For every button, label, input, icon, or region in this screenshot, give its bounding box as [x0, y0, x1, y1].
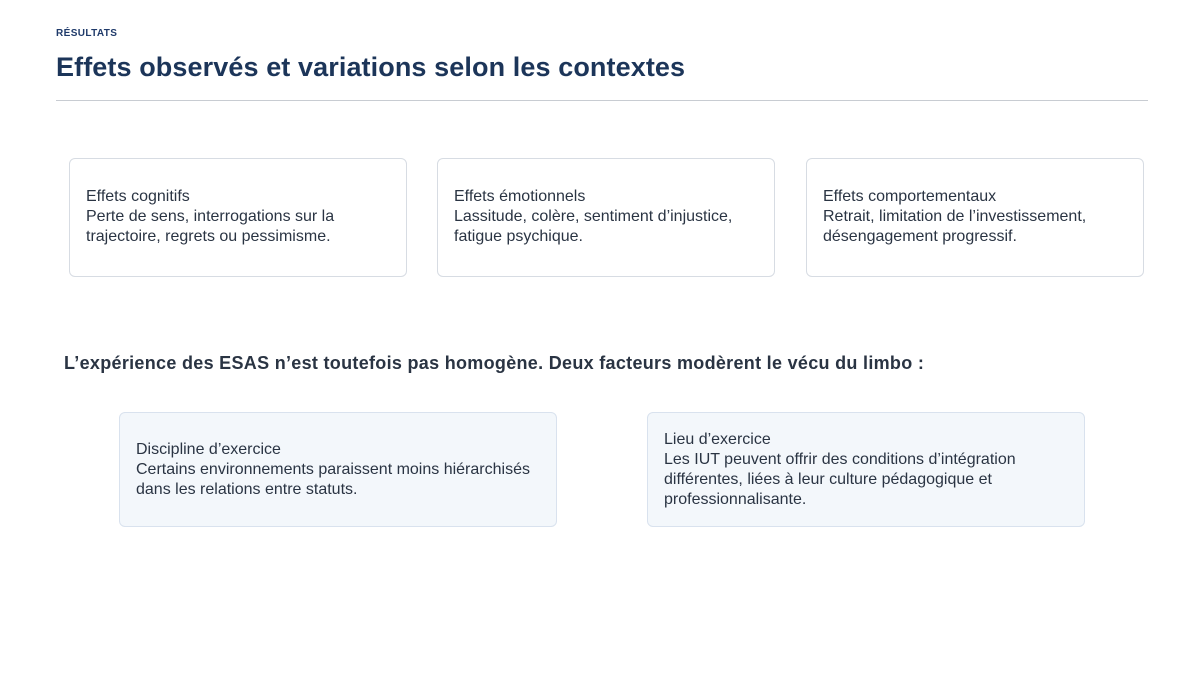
factor-card-title: Discipline d’exercice — [136, 440, 281, 458]
effect-card-text-line: fatigue psychique. — [454, 228, 583, 245]
moderation-statement: L’expérience des ESAS n’est toutefois pas homogène. Deux facteurs modèrent le vécu du limbo : — [64, 353, 925, 373]
section-kicker: RÉSULTATS — [56, 28, 118, 39]
factor-card-title: Lieu d’exercice — [664, 430, 771, 448]
factor-card-discipline — [119, 412, 557, 527]
title-divider — [56, 100, 1148, 101]
effect-card-cognitive — [69, 158, 407, 277]
effect-card-title: Effets émotionnels — [454, 188, 586, 205]
factor-card-text-line: Certains environnements paraissent moins hiérarchisés — [136, 460, 530, 478]
factor-card-text-line: différentes, liées à leur culture pédagogique et — [664, 470, 992, 488]
factor-card-text-line: dans les relations entre statuts. — [136, 480, 358, 498]
factor-card-text-line: Les IUT peuvent offrir des conditions d’intégration — [664, 450, 1016, 468]
effect-card-text-line: Retrait, limitation de l’investissement, — [823, 208, 1087, 225]
effect-card-text-line: désengagement progressif. — [823, 228, 1017, 245]
page-title: Effets observés et variations selon les contextes — [56, 52, 686, 82]
factor-card-text-line: professionnalisante. — [664, 490, 807, 508]
effect-card-text-line: trajectoire, regrets ou pessimisme. — [86, 228, 331, 245]
effect-card-behavioral — [806, 158, 1144, 277]
effect-card-title: Effets comportementaux — [823, 188, 997, 205]
effect-card-text-line: Lassitude, colère, sentiment d’injustice, — [454, 208, 733, 225]
effect-card-text-line: Perte de sens, interrogations sur la — [86, 208, 335, 225]
factor-card-location — [647, 412, 1085, 527]
effect-card-emotional — [437, 158, 775, 277]
effect-card-title: Effets cognitifs — [86, 188, 190, 205]
